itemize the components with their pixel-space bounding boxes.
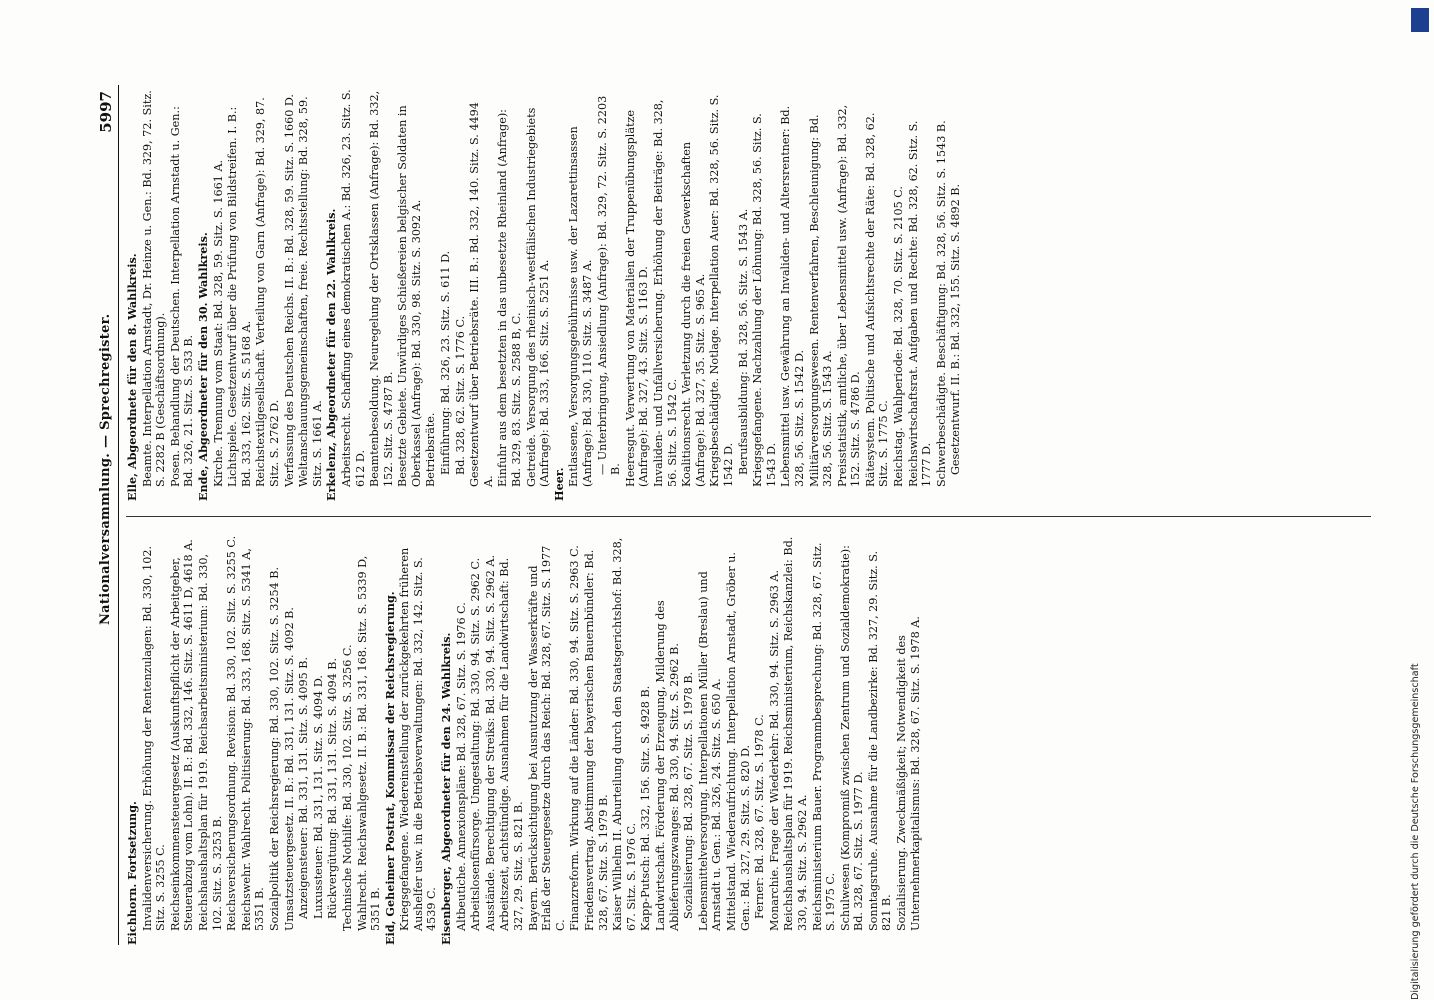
register-entry: Gesetzentwurf. II. B.: Bd. 332, 155. Sitz. S. 4892 B. (949, 183, 963, 475)
register-entry: Anzeigensteuer: Bd. 331, 131. Sitz. S. 4095 B. (297, 656, 311, 919)
register-entry: Beamte. Interpellation Arnstadt, Dr. Heinze u. Gen.: Bd. 329, 72. Sitz. S. 2282 B (Geschäftsordnung). (140, 90, 168, 487)
register-entry: Reichstag. Wahlperiode: Bd. 328, 70. Sitz. S. 2105 C. (892, 186, 906, 487)
register-entry: Ausstände. Berechtigung der Streiks: Bd. 330, 94. Sitz. S. 2962 A. (483, 554, 497, 931)
register-entry: Kaiser Wilhelm II. Aburteilung durch den Staatsgerichtshof: Bd. 328, 67. Sitz. S. 1976 C. (611, 537, 638, 931)
register-entry: Heer. (551, 467, 566, 501)
register-entry: Rückvergütung: Bd. 331, 131. Sitz. S. 4094 B. (326, 657, 340, 919)
right-column (126, 89, 964, 501)
register-entry: Posen. Behandlung der Deutschen. Interpellation Arnstadt u. Gen.: Bd. 326, 21. Sitz. S. 533 B. (168, 106, 196, 487)
register-entry: Reichseinkommensteuergesetz (Auskunftspflicht der Arbeitgeber, Steuerabzug vom Lohn). II. B.: Bd. 332, 146. Sitz. S. 4611 D, 4618 A. (168, 539, 196, 931)
register-entry: Landwirtschaft. Förderung der Erzeugung, Milderung des Ablieferungszwanges: Bd. 330, 94. Sitz. S. 2962 B. (653, 600, 681, 931)
register-entry: Reichstextilgesellschaft. Verteilung von Garn (Anfrage): Bd. 329, 87. Sitz. S. 2762 D. (254, 97, 281, 487)
register-entry: Kriegsgefangene. Nachzahlung der Löhnung: Bd. 328, 56. Sitz. S. 1543 D. (751, 113, 778, 487)
page-number: 5997 (97, 91, 115, 133)
register-entry: Gesetzentwurf über Betriebsräte. III. B.: Bd. 332, 140. Sitz. S. 4494 A. (468, 102, 495, 487)
column-divider (126, 516, 1371, 517)
page-title: Nationalversammlung. — Sprechregister. (98, 313, 113, 625)
register-entry: Lebensmittel usw. Gewährung an Invaliden- und Altersrentner: Bd. 328, 56. Sitz. S. 1542 D. (779, 105, 806, 487)
register-entry: Kriegsgefangene. Wiedereinstellung der zurückgekehrten früheren Aushelfer usw. in die Betriebsverwaltungen: Bd. 332, 142. Sitz. S. 4539 C. (398, 547, 439, 931)
register-entry: Lebensmittelversorgung. Interpellationen Müller (Breslau) und Arnstadt u. Gen.: Bd. 326, 24. Sitz. S. 650 A. (696, 571, 724, 931)
register-entry: Friedensvertrag. Abstimmung der bayerischen Bauernbündler: Bd. 328, 67. Sitz. S. 1979 B. (583, 549, 610, 931)
register-entry: Sozialisierung: Bd. 328, 67. Sitz. S. 1978 B. (682, 671, 696, 919)
register-entry: Kapp-Putsch: Bd. 332, 156. Sitz. S. 4928 B. (639, 685, 653, 931)
register-entry: Einfuhr aus dem besetzten in das unbesetzte Rheinland (Anfrage): Bd. 329, 83. Sitz. S. 2588 B, C. (496, 109, 524, 487)
register-entry: Erkelenz, Abgeordneter für den 22. Wahlkreis. (324, 208, 339, 501)
register-entry: Reichshaushaltsplan für 1919. Reichsarbeitsministerium: Bd. 330, 102. Sitz. S. 3253 B. (196, 553, 224, 931)
register-entry: Schulwesen (Kompromiß zwischen Zentrum und Sozialdemokratie): Bd. 328, 67. Sitz. S. 1977 D. (838, 545, 866, 931)
register-entry: Umsatzsteuergesetz. II. B.: Bd. 331, 131. Sitz. S. 4092 B. (282, 607, 296, 931)
register-entry: Rätesystem. Politische und Aufsichtsrechte der Räte: Bd. 328, 62. Sitz. S. 1775 C. (863, 112, 891, 487)
register-entry: Entlassene, Versorgungsgebührnisse usw. der Lazarettinsassen (Anfrage): Bd. 330, 110. Sitz. S. 3487 A. (567, 126, 594, 487)
register-entry: Sonntagsruhe. Ausnahme für die Landbezirke: Bd. 327, 29. Sitz. S. 821 B. (866, 550, 894, 931)
register-entry: Militärversorgungswesen. Rentenverfahren, Beschleunigung: Bd. 328, 56. Sitz. S. 1543 A. (807, 114, 835, 487)
register-entry: Altbeutiche. Annexionspläne: Bd. 328, 67. Sitz. S. 1976 C. (454, 602, 468, 931)
register-entry: Betriebsräte. (424, 412, 438, 487)
register-entry: Koalitionsrecht. Verletzung durch die freien Gewerkschaften (Anfrage): Bd. 327, 35. Sitz. S. 965 A. (680, 141, 707, 487)
register-entry: Reichswehr. Wahlrecht. Politisierung: Bd. 333, 168. Sitz. S. 5341 A, 5351 B. (239, 548, 267, 931)
register-entry: Mittelstand. Wiederaufrichtung. Interpellation Arnstadt, Gröber u. Gen.: Bd. 327, 29. Sitz. S. 820 D. (724, 552, 752, 931)
left-column (126, 533, 923, 945)
register-entry: Bd. 328, 62. Sitz. S. 1776 C. (453, 315, 467, 475)
register-entry: Preisstatistik, amtliche, über Lebensmittel usw. (Anfrage): Bd. 332, 152. Sitz. S. 4786 D. (835, 104, 863, 487)
register-entry: Wahlrecht. Reichswahlgesetz. II. B.: Bd. 331, 168. Sitz. S. 5339 D, 5351 B. (355, 555, 383, 931)
register-entry: Berufsausbildung: Bd. 328, 56. Sitz. S. 1543 A. (736, 208, 750, 475)
register-entry: Arbeitszeit, achtstündige. Ausnahmen für die Landwirtschaft: Bd. 327, 29. Sitz. S. 821 B. (498, 557, 526, 931)
register-entry: Reichshaushaltsplan für 1919. Reichsministerium, Reichskanzlei: Bd. 330, 94. Sitz. S. 2962 A. (782, 536, 809, 931)
register-entry: Schwerbeschädigte. Beschäftigung: Bd. 328, 56. Sitz. S. 1543 B. (934, 120, 948, 487)
digitization-credit (1408, 8, 1430, 1000)
register-entry: Besetzte Gebiete. Unwürdiges Schießereien belgischer Soldaten in Oberkassel (Anfrage): Bd. 330, 98. Sitz. S. 3092 A. (396, 105, 423, 487)
register-page (96, 85, 1381, 945)
register-entry: Monarchie. Frage der Wiederkehr: Bd. 330, 94. Sitz. S. 2963 A. (767, 569, 781, 931)
register-entry: Elle, Abgeordnete für den 8. Wahlkreis. (125, 253, 139, 501)
register-entry: — Unterbringung, Ansiedlung (Anfrage): Bd. 329, 72. Sitz. S. 2203 B. (595, 95, 623, 475)
register-entry: Lichtspiele. Gesetzentwurf über die Prüfung von Bildstreifen. I. B.: Bd. 333, 162. Sitz. S. 5168 A. (226, 106, 253, 487)
register-entry: Kirche. Trennung vom Staat: Bd. 328, 59. Sitz. S. 1661 A. (211, 159, 225, 487)
register-entry: Luxussteuer: Bd. 331, 131. Sitz. S. 4094 D. (311, 675, 325, 919)
register-entry: Arbeitsrecht. Schaffung eines demokratischen A.: Bd. 326, 23. Sitz. S. 612 D. (339, 89, 367, 487)
credit-text: Digitalisierung gefördert durch die Deutsche Forschungsgemeinschaft (1410, 663, 1421, 1000)
running-header (96, 85, 119, 945)
register-entry: Reichsversicherungsordnung. Revision: Bd. 330, 102. Sitz. S. 3255 C. (225, 535, 239, 931)
register-entry: Invaliden- und Unfallversicherung. Erhöhung der Beiträge: Bd. 328, 56. Sitz. S. 1542 C. (651, 99, 679, 487)
register-entry: Einführung: Bd. 326, 23. Sitz. S. 611 D. (439, 250, 453, 475)
register-entry: Getreide. Versorgung des rheinisch-westfälischen Industriegebiets (Anfrage): Bd. 333, 166. Sitz. S. 5251 A. (524, 107, 552, 487)
register-entry: Bayern. Berücksichtigung bei Ausnutzung der Wasserkräfte und Erlaß der Steuergesetze durch das Reich: Bd. 328, 67. Sitz. S. 1977 C. (526, 545, 567, 931)
register-entry: Reichswirtschaftsrat. Aufgaben und Rechte: Bd. 328, 62. Sitz. S. 1777 D. (906, 120, 934, 487)
register-entry: Eid, Geheimer Postrat, Kommissar der Reichsregierung. (382, 591, 397, 945)
register-entry: Eisenberger, Abgeordneter für den 24. Wahlkreis. (439, 632, 454, 945)
register-entry: Invalidenversicherung. Erhöhung der Rentenzulagen: Bd. 330, 102. Sitz. S. 3255 C. (140, 545, 168, 931)
register-entry: Ferner: Bd. 328, 67. Sitz. S. 1978 C. (753, 714, 767, 919)
register-entry: Sozialpolitik der Reichsregierung: Bd. 330, 102. Sitz. S. 3254 B. (267, 566, 281, 931)
register-entry: Verfassung des Deutschen Reichs. II. B.: Bd. 328, 59. Sitz. S. 1660 D. (282, 94, 296, 487)
register-entry: Ende, Abgeordneter für den 30. Wahlkreis. (195, 232, 210, 501)
register-entry: Reichsministerium Bauer. Programmbesprechung: Bd. 328, 67. Sitz. S. 1975 C. (810, 542, 838, 931)
register-entry: Sozialisierung. Zweckmäßigkeit; Notwendigkeit des Unternehmerkapitalismus: Bd. 328, 67. Sitz. S. 1978 A. (895, 616, 922, 931)
register-entry: Beamtenbesoldung. Neuregelung der Ortsklassen (Anfrage): Bd. 332, 152. Sitz. S. 4787 B. (368, 90, 395, 487)
register-entry: Heeresgut. Verwertung von Materialien der Truppenübungsplätze (Anfrage): Bd. 327, 43. Sitz. S. 1163 D. (623, 109, 651, 487)
register-entry: Weltanschauungsgemeinschaften, freie. Rechtsstellung: Bd. 328, 59. Sitz. S. 1661 A. (297, 96, 324, 487)
register-entry: Technische Nothilfe: Bd. 330, 102. Sitz. S. 3256 C. (340, 644, 354, 931)
register-entry: Arbeitslosenfürsorge. Umgestaltung: Bd. 330, 94. Sitz. S. 2962 C. (469, 557, 483, 931)
register-entry: Eichhorn. Fortsetzung. (125, 801, 139, 945)
register-entry: Kriegsbeschädigte. Notlage. Interpellation Auer: Bd. 328, 56. Sitz. S. 1542 D. (708, 94, 735, 487)
register-entry: Finanzreform. Wirkung auf die Länder: Bd. 330, 94. Sitz. S. 2963 C. (568, 545, 582, 931)
